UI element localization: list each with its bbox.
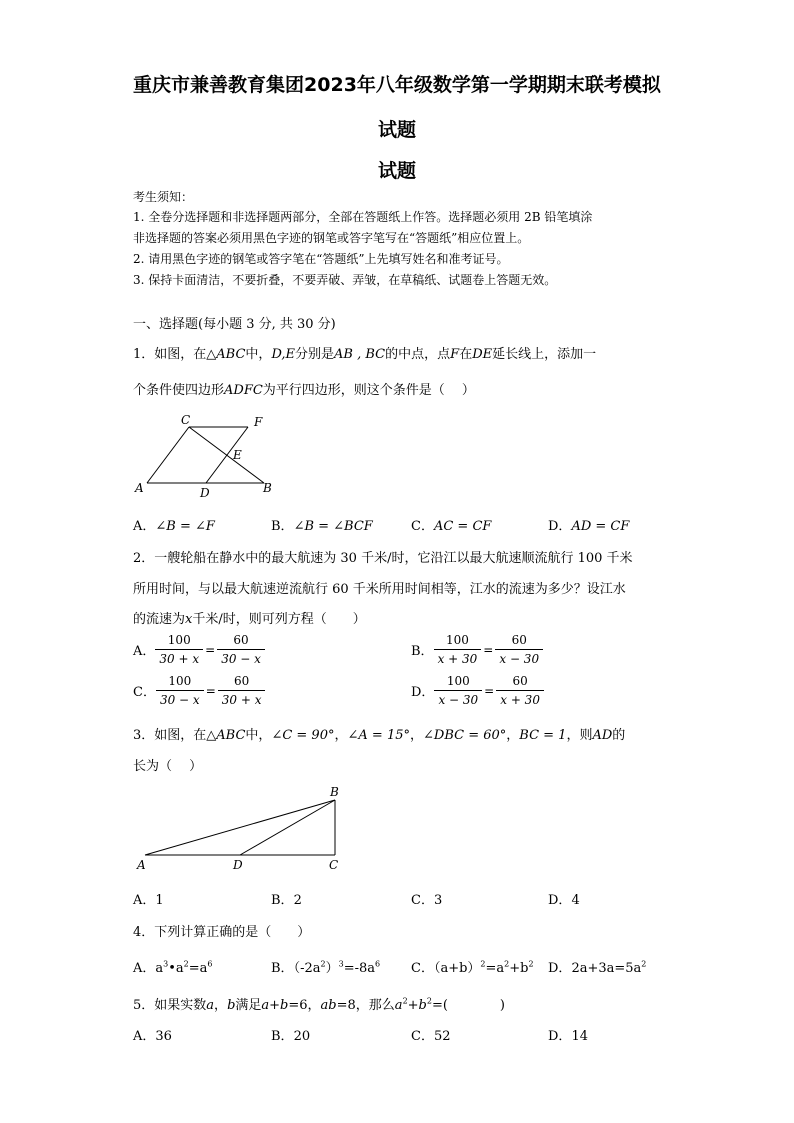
- notice-item: 2. 请用黑色字迹的钢笔或答字笔在“答题纸”上先填写姓名和准考证号。: [133, 252, 509, 266]
- q2-option-d[interactable]: D． $\frac{100}{x - 30}$ = $\frac{60}{x + 30}$: [411, 674, 544, 707]
- fraction: $\frac{100}{30 + x}$: [155, 633, 203, 666]
- fraction: $\frac{60}{30 + x}$: [218, 674, 266, 707]
- q1-option-b[interactable]: B．∠B = ∠BCF: [271, 519, 373, 534]
- q3-option-a[interactable]: A．1: [133, 893, 164, 908]
- page-title-line3: 试题: [377, 160, 416, 182]
- fraction: $\frac{100}{30 - x}$: [156, 674, 204, 707]
- q2-option-b[interactable]: B． $\frac{100}{x + 30}$ = $\frac{60}{x - 30}$: [411, 633, 543, 666]
- q5-option-c[interactable]: C．52: [411, 1029, 451, 1044]
- section-heading: 一、选择题(每小题 3 分, 共 30 分): [133, 317, 336, 332]
- q3-option-c[interactable]: C．3: [411, 893, 443, 908]
- label-d: D: [233, 858, 243, 872]
- fraction: $\frac{60}{30 - x}$: [217, 633, 265, 666]
- q2-option-c[interactable]: C． $\frac{100}{30 - x}$ = $\frac{60}{30 + x}$: [133, 674, 265, 707]
- fraction: $\frac{60}{x + 30}$: [496, 674, 544, 707]
- q2-stem-line1: 2．一艘轮船在静水中的最大航速为 30 千米/时，它沿江以最大航速顺流航行 100 千米: [133, 551, 633, 566]
- q2-option-a[interactable]: A． $\frac{100}{30 + x}$ = $\frac{60}{30 - x}$: [133, 633, 265, 666]
- fraction: $\frac{100}{x + 30}$: [434, 633, 482, 666]
- label-a: A: [135, 481, 144, 495]
- notice-item: 1. 全卷分选择题和非选择题两部分，全部在答题纸上作答。选择题必须用 2B 铅笔填涂: [133, 210, 593, 224]
- q4-option-b[interactable]: B．$(-2a^2)^3=-8a^6$: [271, 959, 381, 976]
- q4-stem: 4．下列计算正确的是（ ）: [133, 925, 311, 940]
- notice-heading: 考生须知：: [133, 190, 194, 204]
- fraction: $\frac{100}{x - 30}$: [434, 674, 482, 707]
- fraction: $\frac{60}{x - 30}$: [495, 633, 543, 666]
- q2-stem-line3: 的流速为x千米/时，则可列方程（ ）: [133, 612, 366, 627]
- notice-item: 3. 保持卡面清洁，不要折叠，不要弄破、弄皱，在草稿纸、试题卷上答题无效。: [133, 273, 557, 287]
- label-a: A: [137, 858, 146, 872]
- q4-option-d[interactable]: D．$2a+3a=5a^2$: [548, 959, 647, 976]
- label-b: B: [330, 785, 339, 799]
- q1-stem-line2: 个条件使四边形ADFC为平行四边形，则这个条件是（ ）: [133, 383, 475, 398]
- segment-ac: [147, 427, 189, 483]
- q5-stem: 5．如果实数a，b满足a+b=6，ab=8，那么$a^2+b^2=$( ): [133, 996, 506, 1013]
- q3-stem-line2: 长为（ ）: [133, 759, 203, 774]
- label-c: C: [181, 413, 191, 427]
- page-title: 重庆市兼善教育集团2023年八年级数学第一学期期末联考模拟: [133, 74, 661, 96]
- q2-stem-line2: 所用时间，与以最大航速逆流航行 60 千米所用时间相等，江水的流速为多少？设江水: [133, 582, 626, 597]
- page-title-line2: 试题: [377, 119, 416, 141]
- q4-option-a[interactable]: A．$a^3•a^2=a^6$: [133, 959, 213, 976]
- label-f: F: [254, 415, 263, 429]
- segment-bd: [240, 800, 335, 855]
- label-e: E: [233, 448, 242, 462]
- q3-figure: [130, 780, 355, 875]
- label-d: D: [200, 486, 210, 500]
- q4-option-c[interactable]: C．$(a+b)^2=a^2+b^2$: [411, 959, 534, 976]
- q1-option-d[interactable]: D．AD = CF: [548, 519, 630, 534]
- q1-figure: [130, 408, 280, 503]
- q1-option-c[interactable]: C．AC = CF: [411, 519, 492, 534]
- q3-stem-line1: 3．如图，在△ABC中，∠C = 90°，∠A = 15°，∠DBC = 60°，BC = 1，则AD的: [133, 728, 626, 743]
- q1-option-a[interactable]: A．∠B = ∠F: [133, 519, 215, 534]
- segment-ab: [145, 800, 335, 855]
- notice-item: 非选择题的答案必须用黑色字迹的钢笔或答字笔写在“答题纸”相应位置上。: [133, 231, 530, 245]
- q3-option-d[interactable]: D．4: [548, 893, 580, 908]
- q1-stem-line1: 1．如图，在△ABC中，D,E分别是AB , BC的中点，点F在DE延长线上，添加一: [133, 347, 597, 362]
- q3-option-b[interactable]: B．2: [271, 893, 302, 908]
- label-b: B: [263, 481, 272, 495]
- label-c: C: [329, 858, 339, 872]
- q5-option-d[interactable]: D．14: [548, 1029, 588, 1044]
- q5-option-b[interactable]: B．20: [271, 1029, 311, 1044]
- q5-option-a[interactable]: A．36: [133, 1029, 172, 1044]
